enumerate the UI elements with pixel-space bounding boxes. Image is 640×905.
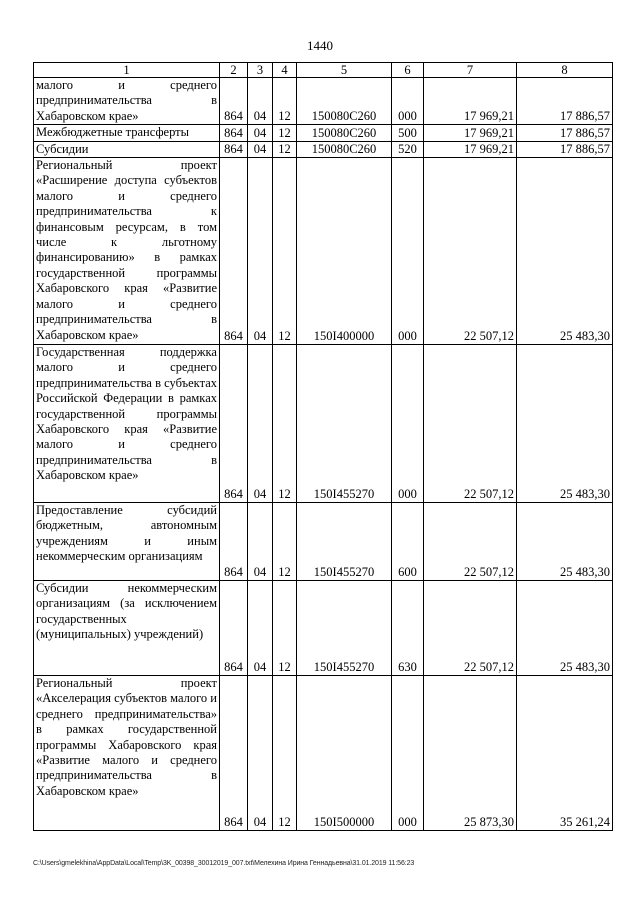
cell-target-item: 150080С260 — [297, 141, 392, 157]
cell-target-item: 150I500000 — [297, 676, 392, 831]
column-header: 3 — [248, 63, 273, 78]
cell-target-item: 150I455270 — [297, 345, 392, 503]
cell-ministry: 864 — [220, 158, 248, 345]
cell-expense-type: 000 — [392, 78, 424, 125]
row-name: Предоставление субсидий бюджетным, автономным учреждениям и иным некоммерческим организациям — [34, 503, 220, 581]
cell-amount-year2: 17 886,57 — [517, 141, 613, 157]
cell-section: 04 — [248, 158, 273, 345]
cell-amount-year2: 25 483,30 — [517, 158, 613, 345]
table-row — [34, 141, 613, 157]
footer-file-path: C:\Users\gmelekhina\AppData\Local\Temp\3K_00398_30012019_007.txt\Мелехина Ирина Геннадьевна\31.01.2019 11:56:23 — [33, 860, 415, 867]
column-header: 5 — [297, 63, 392, 78]
cell-amount-year2: 25 483,30 — [517, 503, 613, 581]
row-name: Региональный проект «Акселерация субъектов малого и среднего предпринимательства» в рамках государственной программы Хабаровского края «Развитие малого и среднего предпринимательства в Хабаровском крае» — [34, 676, 220, 831]
cell-subsection: 12 — [273, 158, 297, 345]
cell-expense-type: 500 — [392, 125, 424, 141]
cell-amount-year1: 17 969,21 — [424, 78, 517, 125]
cell-amount-year2: 17 886,57 — [517, 125, 613, 141]
cell-section: 04 — [248, 141, 273, 157]
column-header: 6 — [392, 63, 424, 78]
budget-table — [33, 62, 613, 831]
cell-amount-year1: 22 507,12 — [424, 345, 517, 503]
cell-ministry: 864 — [220, 78, 248, 125]
cell-section: 04 — [248, 503, 273, 581]
table-row — [34, 676, 613, 831]
cell-expense-type: 520 — [392, 141, 424, 157]
row-name: Региональный проект «Расширение доступа субъектов малого и среднего предпринимательства к финансовым ресурсам, в том числе к льготному финансированию» в рамках государственной программы Хабаровского края «Развитие малого и среднего предпринимательства в Хабаровском крае» — [34, 158, 220, 345]
cell-ministry: 864 — [220, 345, 248, 503]
cell-subsection: 12 — [273, 345, 297, 503]
cell-amount-year2: 25 483,30 — [517, 345, 613, 503]
cell-expense-type: 000 — [392, 676, 424, 831]
cell-subsection: 12 — [273, 676, 297, 831]
cell-subsection: 12 — [273, 581, 297, 676]
cell-ministry: 864 — [220, 581, 248, 676]
page-number: 1440 — [307, 38, 333, 53]
cell-ministry: 864 — [220, 141, 248, 157]
cell-subsection: 12 — [273, 125, 297, 141]
cell-amount-year1: 17 969,21 — [424, 141, 517, 157]
cell-amount-year2: 17 886,57 — [517, 78, 613, 125]
cell-amount-year1: 22 507,12 — [424, 503, 517, 581]
table-row — [34, 345, 613, 503]
cell-amount-year2: 25 483,30 — [517, 581, 613, 676]
cell-ministry: 864 — [220, 125, 248, 141]
cell-target-item: 150I400000 — [297, 158, 392, 345]
cell-amount-year1: 22 507,12 — [424, 581, 517, 676]
cell-section: 04 — [248, 676, 273, 831]
column-header: 2 — [220, 63, 248, 78]
column-header: 1 — [34, 63, 220, 78]
row-name: Межбюджетные трансферты — [34, 125, 220, 141]
cell-ministry: 864 — [220, 676, 248, 831]
cell-target-item: 150080С260 — [297, 125, 392, 141]
cell-subsection: 12 — [273, 78, 297, 125]
cell-subsection: 12 — [273, 141, 297, 157]
cell-section: 04 — [248, 581, 273, 676]
table-row — [34, 125, 613, 141]
cell-amount-year1: 22 507,12 — [424, 158, 517, 345]
cell-expense-type: 600 — [392, 503, 424, 581]
cell-expense-type: 000 — [392, 345, 424, 503]
row-name: Субсидии — [34, 141, 220, 157]
row-name: Государственная поддержка малого и среднего предпринимательства в субъектах Российской Федерации в рамках государственной программы Хабаровского края «Развитие малого и среднего предпринимательства в Хабаровском крае» — [34, 345, 220, 503]
column-header: 7 — [424, 63, 517, 78]
column-header: 8 — [517, 63, 613, 78]
row-name: Субсидии некоммерческим организациям (за исключением государственных (муниципальных) учреждений) — [34, 581, 220, 676]
cell-target-item: 150080С260 — [297, 78, 392, 125]
cell-subsection: 12 — [273, 503, 297, 581]
table-header-row — [34, 63, 613, 78]
table-row — [34, 581, 613, 676]
cell-amount-year1: 25 873,30 — [424, 676, 517, 831]
cell-ministry: 864 — [220, 503, 248, 581]
cell-amount-year1: 17 969,21 — [424, 125, 517, 141]
table-row — [34, 78, 613, 125]
cell-target-item: 150I455270 — [297, 503, 392, 581]
column-header: 4 — [273, 63, 297, 78]
cell-section: 04 — [248, 78, 273, 125]
table-row — [34, 158, 613, 345]
row-name: малого и среднего предпринимательства в Хабаровском крае» — [34, 78, 220, 125]
cell-expense-type: 000 — [392, 158, 424, 345]
cell-expense-type: 630 — [392, 581, 424, 676]
cell-target-item: 150I455270 — [297, 581, 392, 676]
cell-section: 04 — [248, 125, 273, 141]
cell-amount-year2: 35 261,24 — [517, 676, 613, 831]
cell-section: 04 — [248, 345, 273, 503]
table-row — [34, 503, 613, 581]
